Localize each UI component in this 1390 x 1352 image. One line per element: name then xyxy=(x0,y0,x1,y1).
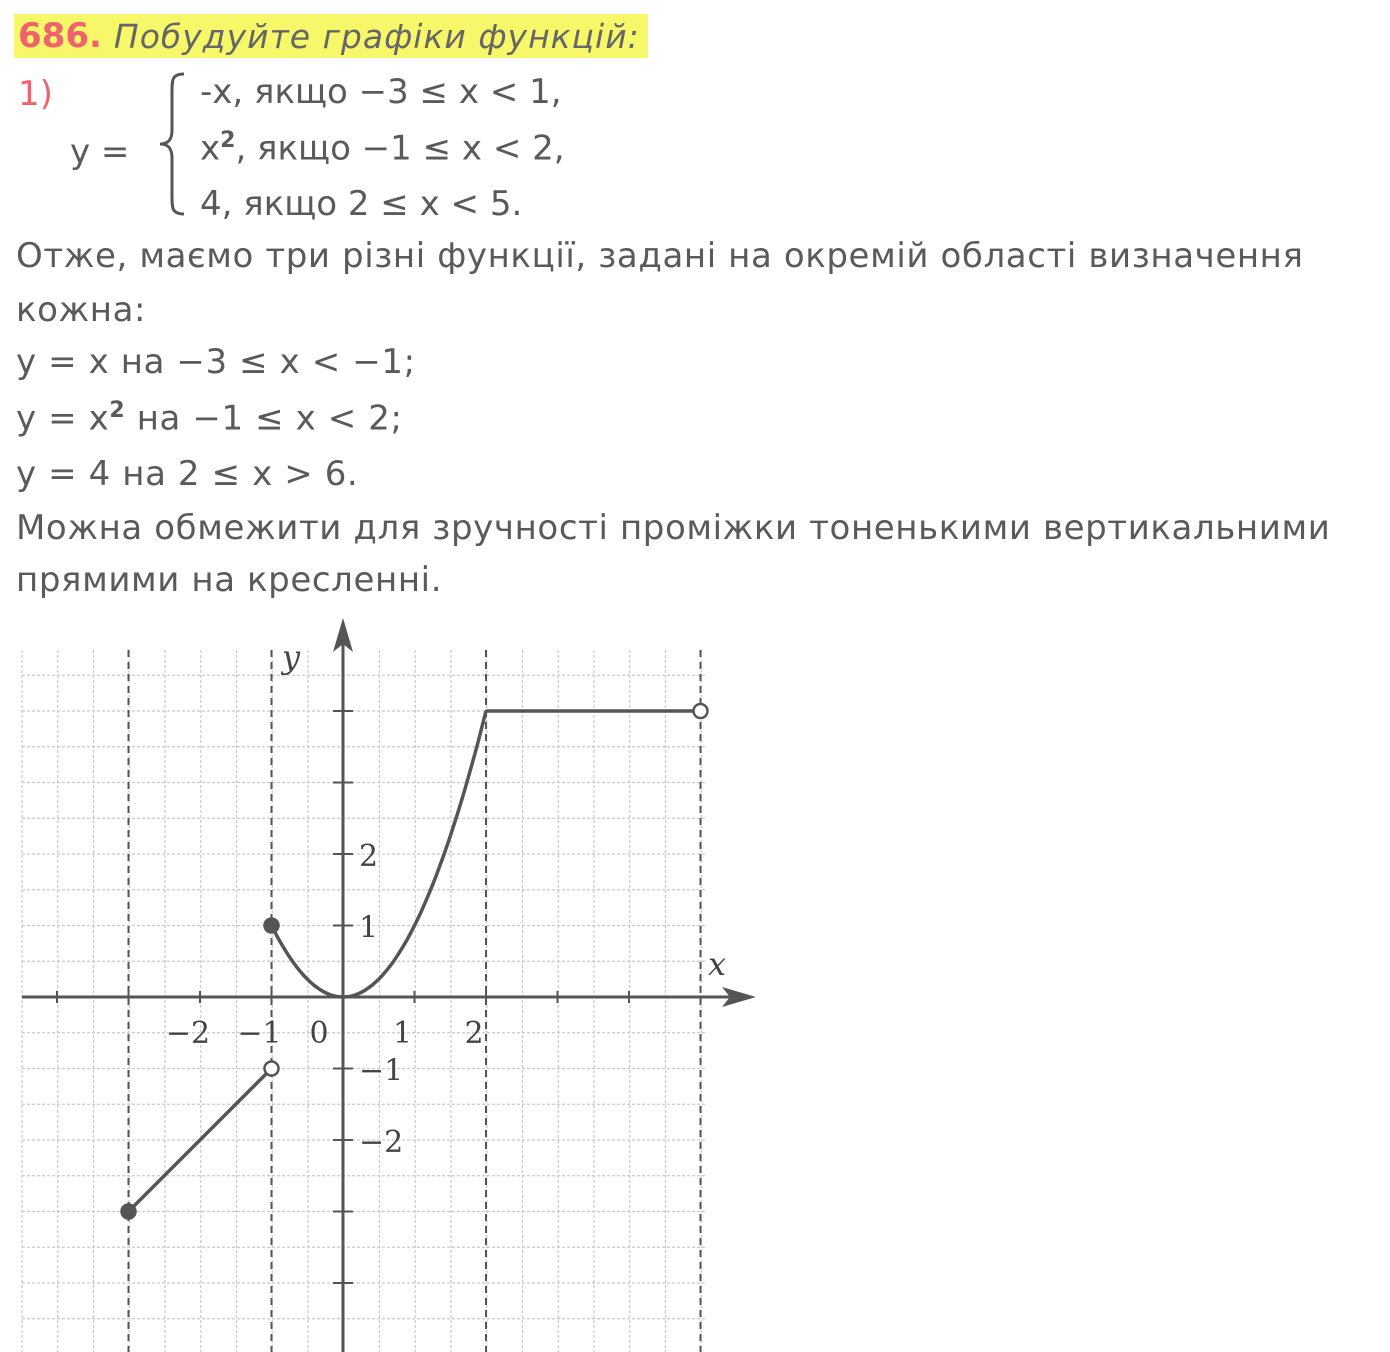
case-line-1: -x, якщо −3 ≤ x < 1, xyxy=(200,72,562,112)
curly-brace xyxy=(156,70,186,218)
equation-lhs: y = xyxy=(70,132,130,172)
y-axis-label: y xyxy=(282,638,301,676)
open-endpoint xyxy=(265,1062,279,1076)
x-tick-label: 2 xyxy=(464,1016,484,1051)
x-tick-label: 0 xyxy=(309,1016,329,1051)
y-tick-label: −2 xyxy=(359,1125,404,1160)
item-label: 1) xyxy=(18,74,53,114)
y-tick-label: 1 xyxy=(359,910,379,946)
exercise-title: Побудуйте графіки функцій: xyxy=(113,16,640,56)
function-3-line: y = 4 на 2 ≤ x > 6. xyxy=(16,454,359,494)
case-line-3: 4, якщо 2 ≤ x < 5. xyxy=(200,184,523,224)
note-line-1: Можна обмежити для зручності проміжки тоненькими вертикальними xyxy=(16,508,1331,548)
closed-endpoint xyxy=(122,1205,136,1219)
case-line-2: $x^2$, якщо −1 ≤ x < 2, xyxy=(200,128,565,169)
function-graph xyxy=(0,610,780,1352)
function-2-line: $y = x^2$ на −1 ≤ x < 2; xyxy=(16,398,403,439)
x-axis-label: x xyxy=(708,945,727,983)
closed-endpoint xyxy=(265,919,279,933)
text-line-1: Отже, маємо три різні функції, задані на окремій області визначення xyxy=(16,236,1304,276)
x-tick-label: 1 xyxy=(392,1016,413,1051)
y-tick-label: −1 xyxy=(359,1053,404,1089)
x-tick-label: −1 xyxy=(237,1016,282,1051)
x-tick-label: −2 xyxy=(165,1016,211,1051)
exercise-header xyxy=(14,14,648,58)
y-tick-label: 2 xyxy=(359,839,379,874)
open-endpoint xyxy=(694,704,708,718)
exercise-number: 686. xyxy=(18,16,102,56)
note-line-2: прямими на кресленні. xyxy=(16,560,443,600)
text-line-2: кожна: xyxy=(16,290,147,330)
function-1-line: y = x на −3 ≤ x < −1; xyxy=(16,342,416,382)
